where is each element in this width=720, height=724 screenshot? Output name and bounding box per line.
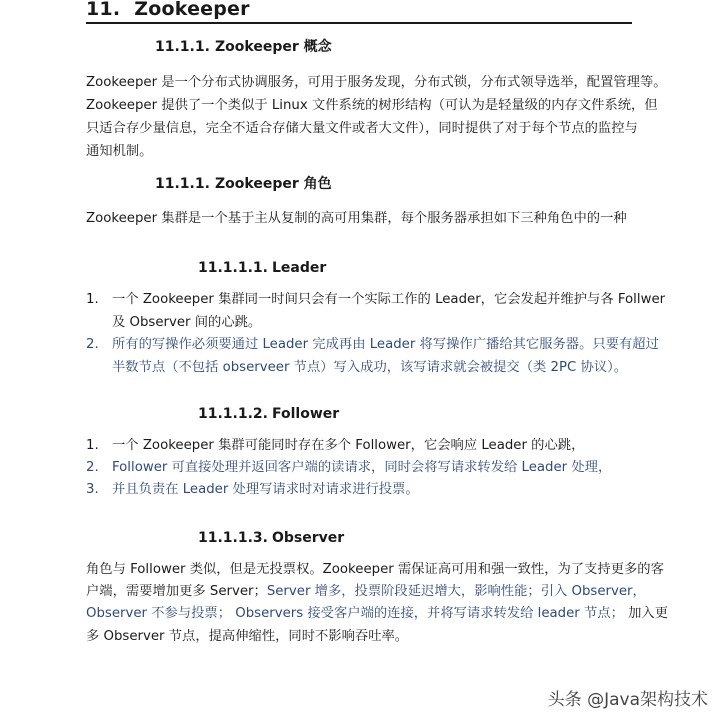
concept-line: 只适合存少量信息，完全不适合存储大量文件或者大文件），同时提供了对于每个节点的监控与 xyxy=(86,121,638,136)
section-heading-concept xyxy=(155,36,332,56)
subsection-number: 11.1.1.3. xyxy=(198,530,268,546)
subsection-number: 11.1.1.1. xyxy=(198,260,268,276)
list-continuation: 及 Observer 间的心跳。 xyxy=(112,315,262,330)
section-title: Zookeeper 角色 xyxy=(215,176,332,192)
list-text: 一个 Zookeeper 集群可能同时存在多个 Follower，它会响应 Leader 的心跳， xyxy=(112,438,585,453)
observer-line xyxy=(86,580,646,603)
list-number: 3. xyxy=(86,482,99,497)
section-number: 11.1.1. xyxy=(155,176,210,192)
observer-text-highlight: Observer 不参与投票； Observers 接受客户端的连接，并将写请求转发给 leader 节点； xyxy=(86,606,624,621)
subsection-heading-observer xyxy=(198,530,344,546)
list-text: Follower 可直接处理并返回客户端的读请求，同时会将写请求转发给 Leader 处理， xyxy=(112,460,612,475)
observer-text: 户端，需要增加更多 Server； xyxy=(86,584,267,599)
chapter-heading xyxy=(86,0,250,20)
concept-line: Zookeeper 提供了一个类似于 Linux 文件系统的树形结构（可认为是轻量级的内存文件系统，但 xyxy=(86,98,658,113)
subsection-title: Follower xyxy=(271,406,340,422)
observer-text-highlight: Server 增多，投票阶段延迟增大，影响性能；引入 Observer， xyxy=(266,584,646,599)
observer-text: 加入更 xyxy=(623,606,669,621)
list-text: 所有的写操作必须要通过 Leader 完成再由 Leader 将写操作广播给其它服务器。只要有超过 xyxy=(112,337,659,352)
list-item xyxy=(86,434,584,457)
subsection-heading-leader xyxy=(198,260,326,276)
concept-line: 通知机制。 xyxy=(86,144,153,159)
observer-line: 多 Observer 节点，提高伸缩性，同时不影响吞吐率。 xyxy=(86,629,409,644)
subsection-title: Leader xyxy=(271,260,327,276)
section-title: Zookeeper 概念 xyxy=(215,39,332,55)
list-number: 2. xyxy=(86,337,99,352)
list-item xyxy=(86,288,665,311)
list-number: 1. xyxy=(86,438,99,453)
list-text: 并且负责在 Leader 处理写请求时对请求进行投票。 xyxy=(112,482,419,497)
list-item xyxy=(86,333,659,356)
subsection-number: 11.1.1.2. xyxy=(198,406,268,422)
section-number: 11.1.1. xyxy=(155,39,210,55)
subsection-heading-follower xyxy=(198,406,339,422)
chapter-number: 11. xyxy=(86,0,121,20)
role-intro: Zookeeper 集群是一个基于主从复制的高可用集群，每个服务器承担如下三种角色中的一种 xyxy=(86,211,627,226)
observer-line xyxy=(86,602,668,625)
heading-rule xyxy=(86,22,632,24)
subsection-title: Observer xyxy=(271,530,345,546)
chapter-title: Zookeeper xyxy=(134,0,250,20)
section-heading-roles xyxy=(155,173,332,193)
watermark: 头条 @Java架构技术 xyxy=(547,690,708,710)
list-item xyxy=(86,478,419,501)
concept-line: Zookeeper 是一个分布式协调服务，可用于服务发现，分布式锁，分布式领导选举，配置管理等。 xyxy=(86,75,667,90)
observer-line: 角色与 Follower 类似，但是无投票权。Zookeeper 需保证高可用和强一致性，为了支持更多的客 xyxy=(86,562,664,577)
list-item xyxy=(86,456,611,479)
list-text: 一个 Zookeeper 集群同一时间只会有一个实际工作的 Leader，它会发起并维护与各 Follwer xyxy=(112,292,666,307)
list-number: 1. xyxy=(86,292,99,307)
list-continuation: 半数节点（不包括 observeer 节点）写入成功，该写请求就会被提交（类 2PC 协议）。 xyxy=(112,360,628,375)
list-number: 2. xyxy=(86,460,99,475)
